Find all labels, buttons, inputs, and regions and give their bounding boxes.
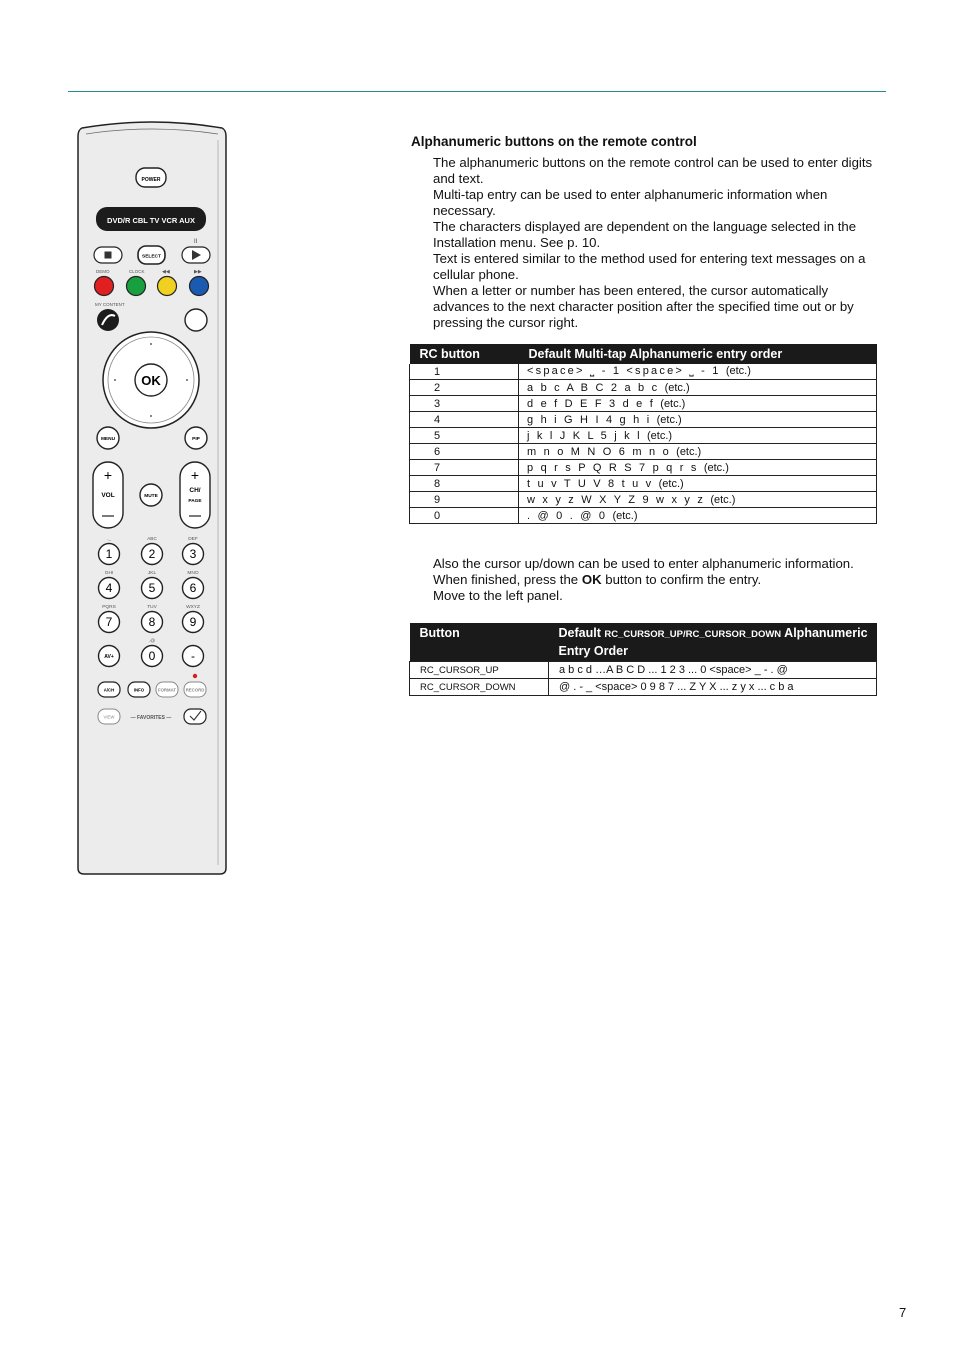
- svg-text:5: 5: [148, 581, 156, 595]
- yellow-key: [158, 277, 177, 296]
- svg-text:0: 0: [148, 649, 156, 663]
- table-row: 9 w x y z W X Y Z 9 w x y z (etc.): [410, 492, 877, 508]
- svg-text:WXYZ: WXYZ: [186, 605, 200, 610]
- intro-text: [433, 155, 885, 331]
- header-rule: [68, 91, 886, 92]
- stop-icon: [105, 252, 112, 259]
- remote-channel-rocker: [180, 462, 210, 528]
- svg-text:6: 6: [189, 581, 197, 595]
- intro-paragraph: The characters displayed are dependent on the language selected in the Installation menu. See p. 10.: [433, 219, 857, 250]
- table-row: 6 m n o M N O 6 m n o (etc.): [410, 444, 877, 460]
- svg-text:VIEW: VIEW: [103, 714, 115, 720]
- intro-paragraph: When a letter or number has been entered, the cursor automatically advances to the next character position after the specified time out or by pressing the cursor right.: [433, 283, 854, 330]
- table-header: Button: [410, 623, 549, 662]
- svg-text:4: 4: [105, 581, 113, 595]
- svg-text:POWER: POWER: [141, 177, 161, 183]
- remote-control-illustration: [76, 120, 228, 875]
- intro-paragraph: Text is entered similar to the method used for entering text messages on a cellular phone.: [433, 251, 866, 282]
- table-row: RC_CURSOR_DOWN @ . - _ <space> 0 9 8 7 ... Z Y X ... z y x ... c b a: [410, 679, 877, 696]
- ok-label: OK: [581, 572, 602, 587]
- svg-text:-: -: [191, 649, 195, 663]
- svg-text:AV+: AV+: [104, 654, 114, 660]
- my-content-icon: [97, 309, 119, 331]
- svg-text:9: 9: [189, 615, 197, 629]
- table-row: 1 <space> ⎵ - 1 <space> ⎵ - 1 (etc.): [410, 364, 877, 380]
- table-row: RC_CURSOR_UP a b c d …A B C D ... 1 2 3 ... 0 <space> _ - . @: [410, 662, 877, 679]
- svg-text:SELECT: SELECT: [142, 254, 161, 260]
- remote-power-button: [136, 168, 166, 187]
- remote-volume-rocker: [93, 462, 123, 528]
- svg-text:MY CONTENT: MY CONTENT: [95, 302, 125, 307]
- svg-text:+: +: [190, 467, 200, 483]
- svg-text:.@: .@: [148, 639, 156, 644]
- svg-text:— FAVORITES —: — FAVORITES —: [130, 715, 172, 721]
- svg-text:MNO: MNO: [187, 571, 199, 576]
- svg-text:._: ._: [106, 537, 112, 542]
- cursor-table: [409, 623, 877, 696]
- svg-text:MENU: MENU: [100, 437, 116, 442]
- section-title: Alphanumeric buttons on the remote control: [411, 134, 697, 149]
- table-row: 7 p q r s P Q R S 7 p q r s (etc.): [410, 460, 877, 476]
- svg-text:DVD/R CBL TV VCR AUX: DVD/R CBL TV VCR AUX: [107, 216, 195, 225]
- multitap-table: [409, 344, 877, 524]
- table-row: 4 g h i G H I 4 g h i (etc.): [410, 412, 877, 428]
- svg-text:RECORD: RECORD: [185, 687, 205, 693]
- table-row: 0 . @ 0 . @ 0 (etc.): [410, 508, 877, 524]
- intro-paragraph: Multi-tap entry can be used to enter alphanumeric information when necessary.: [433, 187, 828, 218]
- table-row: 5 j k l J K L 5 j k l (etc.): [410, 428, 877, 444]
- svg-text:OK: OK: [141, 373, 161, 388]
- svg-text:3: 3: [189, 547, 197, 561]
- svg-text:▶▶: ▶▶: [194, 269, 202, 275]
- table-header: Default RC_CURSOR_UP/RC_CURSOR_DOWN Alphanumeric Entry Order: [549, 623, 877, 662]
- svg-text:+: +: [103, 467, 113, 483]
- cursor-instructions: Also the cursor up/down can be used to enter alphanumeric information. When finished, press the OK button to confirm the entry. Move to the left panel.: [433, 556, 854, 603]
- svg-text:7: 7: [105, 615, 113, 629]
- green-key: [127, 277, 146, 296]
- table-row: 2 a b c A B C 2 a b c (etc.): [410, 380, 877, 396]
- svg-text:PQRS: PQRS: [102, 605, 116, 610]
- svg-text:TUV: TUV: [147, 605, 157, 610]
- table-row: 8 t u v T U V 8 t u v (etc.): [410, 476, 877, 492]
- svg-text:PIP: PIP: [192, 437, 200, 442]
- svg-text:GHI: GHI: [104, 571, 114, 576]
- svg-text:CH/: CH/: [189, 487, 201, 494]
- remote-navigation-ring: [103, 332, 199, 428]
- record-indicator: [193, 674, 197, 678]
- table-header: Default Multi-tap Alphanumeric entry order: [519, 344, 877, 364]
- svg-text:INFO: INFO: [133, 687, 145, 693]
- remote-source-bar: [96, 207, 206, 231]
- svg-text:PAGE: PAGE: [188, 499, 202, 504]
- svg-text:2: 2: [148, 547, 156, 561]
- svg-text:8: 8: [148, 615, 156, 629]
- svg-text:A/CH: A/CH: [103, 687, 115, 693]
- svg-text:JKL: JKL: [147, 571, 157, 576]
- svg-text:ABC: ABC: [147, 537, 157, 542]
- svg-text:DEF: DEF: [188, 537, 198, 542]
- svg-text:MUTE: MUTE: [144, 494, 158, 499]
- page-number: 7: [899, 1305, 907, 1320]
- table-row: 3 d e f D E F 3 d e f (etc.): [410, 396, 877, 412]
- table-header: RC button: [410, 344, 519, 364]
- red-key: [95, 277, 114, 296]
- svg-text:VOL: VOL: [101, 492, 115, 499]
- svg-text:DEMO: DEMO: [96, 269, 110, 274]
- svg-text:1: 1: [105, 547, 113, 561]
- intro-paragraph: The alphanumeric buttons on the remote control can be used to enter digits and text.: [433, 155, 873, 186]
- svg-text:FORMAT: FORMAT: [157, 687, 177, 693]
- svg-text:CLOCK: CLOCK: [129, 269, 145, 274]
- svg-text:◀◀: ◀◀: [162, 269, 170, 275]
- blue-key: [190, 277, 209, 296]
- pause-icon: II: [194, 239, 198, 245]
